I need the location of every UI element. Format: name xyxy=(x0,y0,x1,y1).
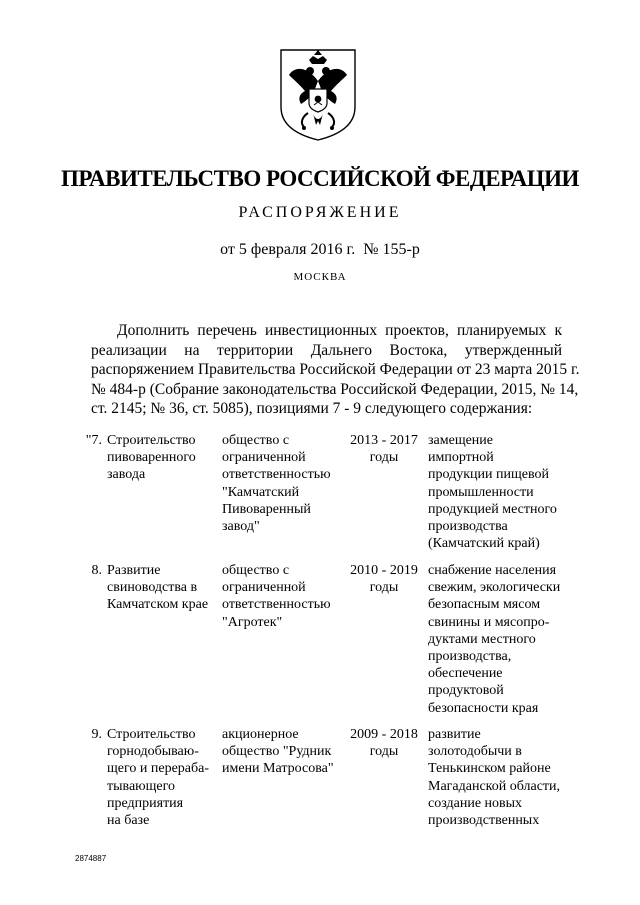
project-organization: акционерное общество "Рудник имени Матросова" xyxy=(222,727,334,777)
body-line: № 484-р (Собрание законодательства Российской Федерации, 2015, № 14, xyxy=(91,380,579,398)
body-line: ст. 2145; № 36, ст. 5085), позициями 7 - 9 следующего содержания: xyxy=(91,400,533,418)
project-years: 2010 - 2019 годы xyxy=(350,563,418,596)
government-title: ПРАВИТЕЛЬСТВО РОССИЙСКОЙ ФЕДЕРАЦИИ xyxy=(61,166,579,191)
project-organization: общество с ограниченной ответственностью "Агротек" xyxy=(222,563,331,630)
project-goal: развитие золотодобычи в Тенькинском районе Магаданской области, создание новых производственных xyxy=(428,727,561,829)
project-name: Развитие свиноводства в Камчатском крае xyxy=(107,563,209,613)
russian-coat-of-arms-emblem xyxy=(275,47,361,143)
document-code: 2874887 xyxy=(75,854,107,863)
project-years: 2013 - 2017 годы xyxy=(350,433,418,466)
project-organization: общество с ограниченной ответственностью "Камчатский Пивоваренный завод" xyxy=(222,433,331,535)
body-paragraph xyxy=(91,321,580,419)
body-line: распоряжением Правительства Российской Федерации от 23 марта 2015 г. xyxy=(91,361,580,379)
body-line: реализации на территории Дальнего Востока, утвержденный xyxy=(91,341,562,359)
project-goal: снабжение населения свежим, экологически безопасным мясом свинины и мясопро- дуктами местного производства, обеспечение продуктовой безопасности края xyxy=(428,563,561,716)
project-years: 2009 - 2018 годы xyxy=(350,727,418,760)
document-date-number: от 5 февраля 2016 г. № 155-р xyxy=(220,241,420,258)
document-type: РАСПОРЯЖЕНИЕ xyxy=(238,204,402,221)
project-number: 8. xyxy=(91,563,102,578)
project-number: "7. xyxy=(85,433,102,448)
project-name: Строительство горнодобываю- щего и перераба- тывающего предприятия на базе xyxy=(107,727,210,829)
document-city: МОСКВА xyxy=(293,271,347,283)
body-line: Дополнить перечень инвестиционных проектов, планируемых к xyxy=(117,322,562,339)
project-name: Строительство пивоваренного завода xyxy=(107,433,196,483)
project-goal: замещение импортной продукции пищевой промышленности продукцией местного производства (Камчатский край) xyxy=(428,433,557,552)
project-number: 9. xyxy=(91,727,102,742)
